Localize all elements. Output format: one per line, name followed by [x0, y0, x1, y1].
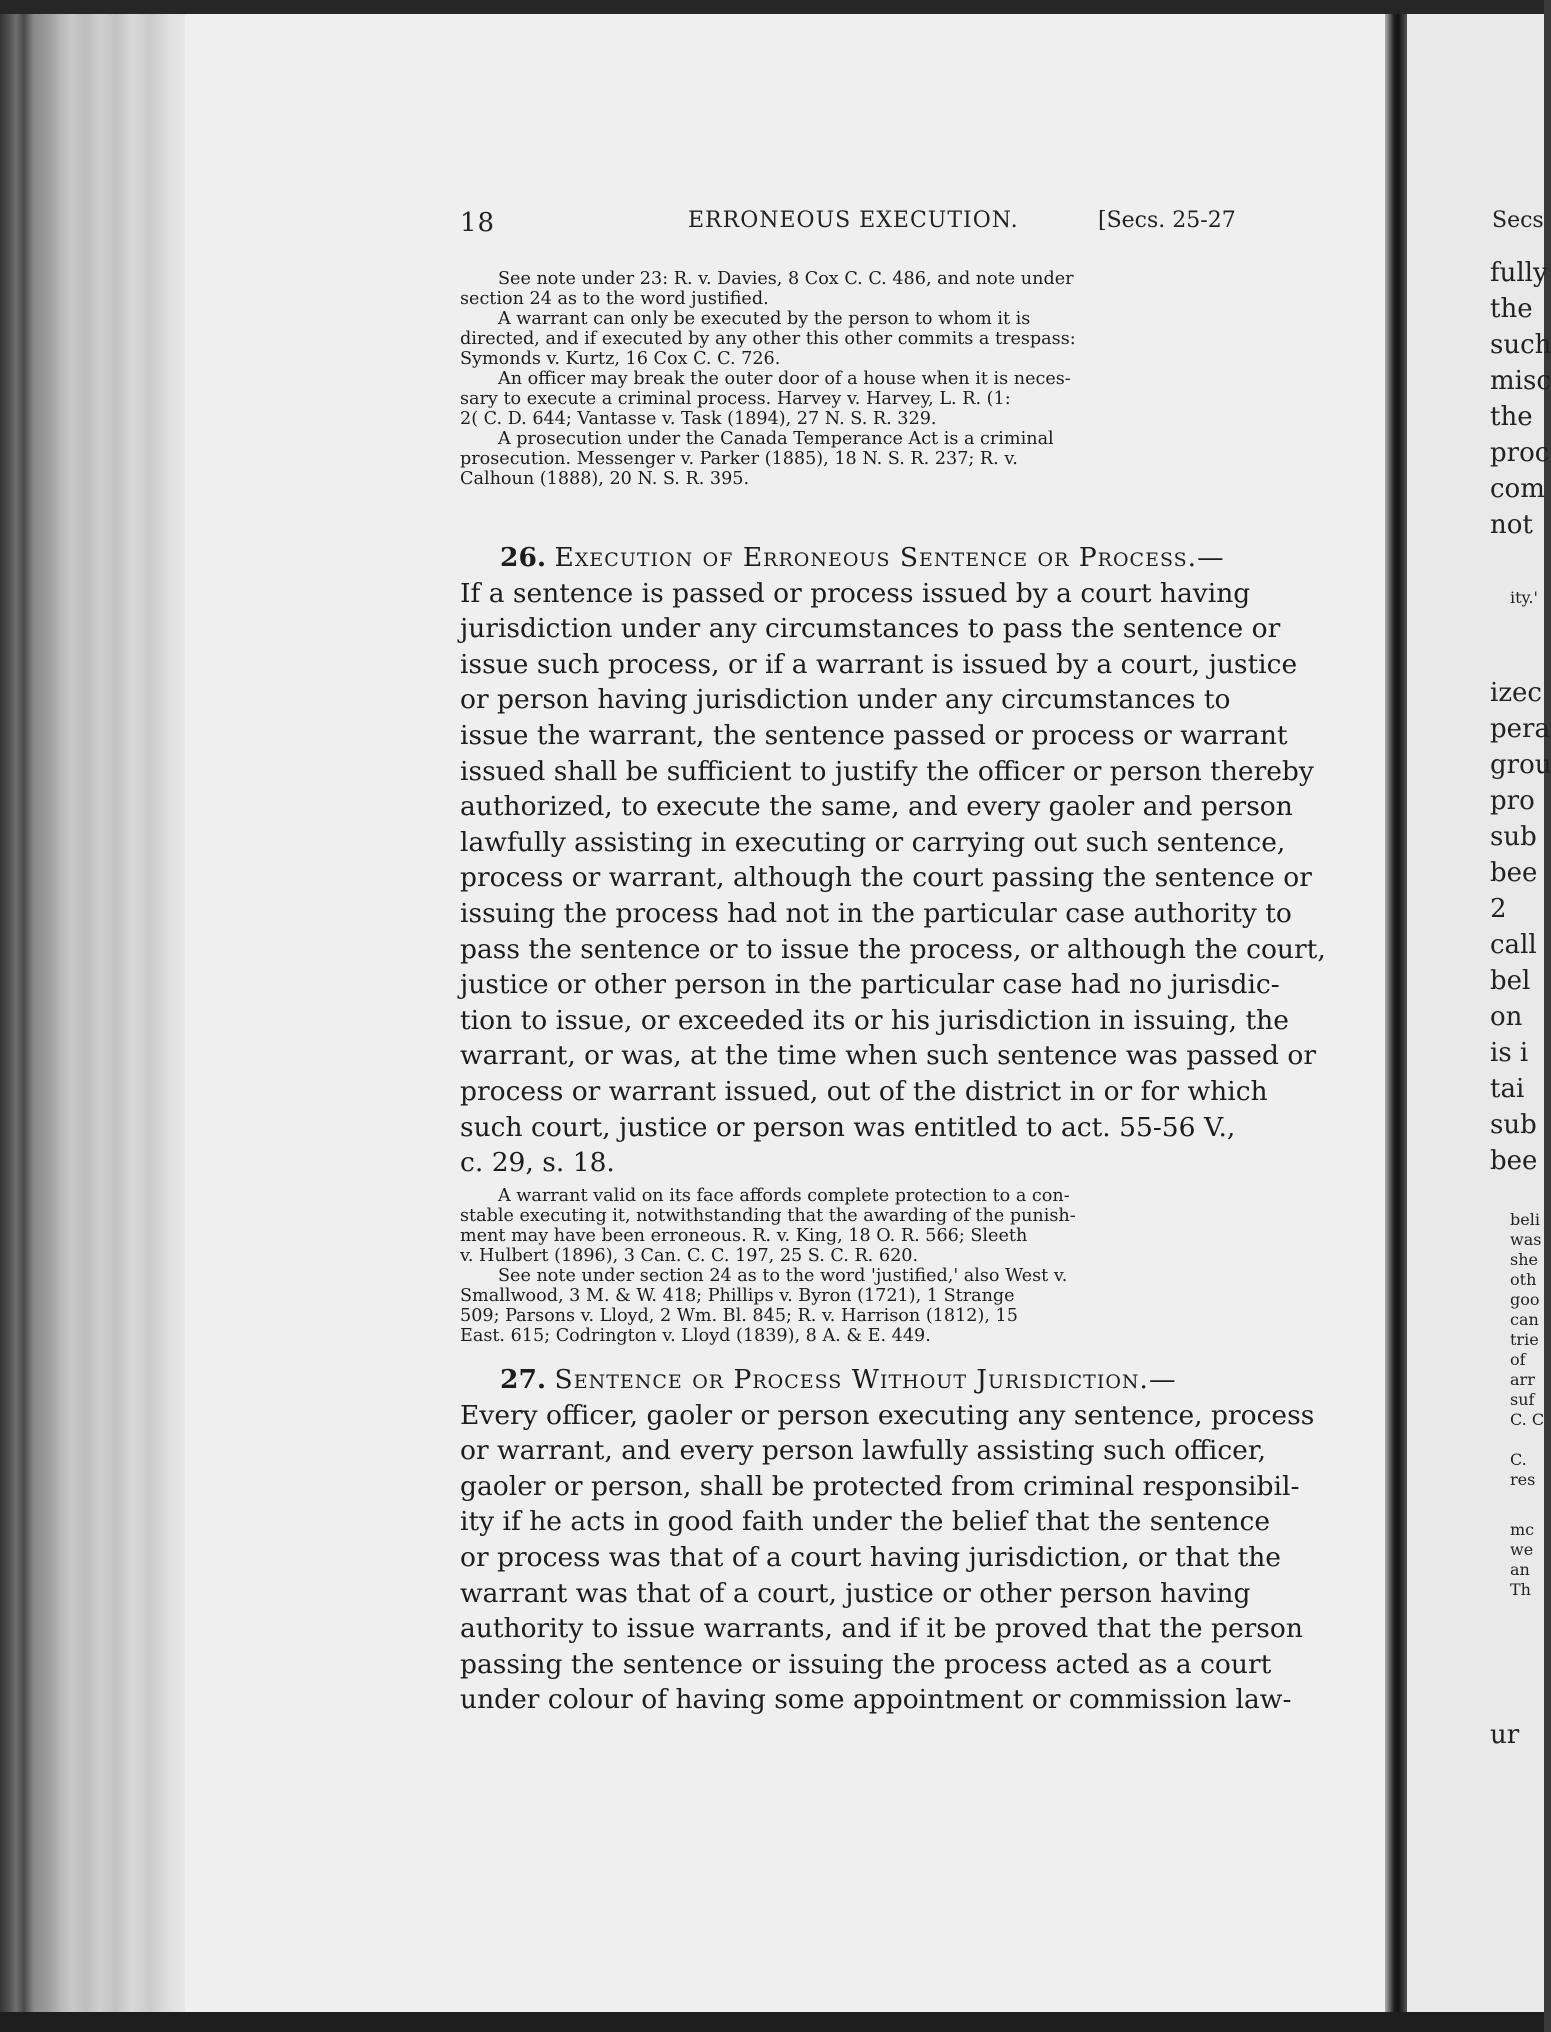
note-line: section 24 as to the word justified. — [460, 289, 769, 309]
note-line: 2( C. D. 644; Vantasse v. Task (1894), 27 N. S. R. 329. — [460, 409, 937, 429]
right-page-fragment: grou — [1490, 750, 1551, 780]
right-page-fragment: res — [1510, 1470, 1536, 1489]
note-line: A prosecution under the Canada Temperance Act is a criminal — [498, 429, 1054, 449]
right-page-fragment: C. — [1510, 1450, 1527, 1469]
section-26-line: or person having jurisdiction under any circumstances to — [460, 684, 1231, 716]
section-27-heading: Sentence or Process Without Jurisdiction.— — [554, 1364, 1177, 1395]
section-26-line: c. 29, s. 18. — [460, 1147, 615, 1179]
note-line: prosecution. Messenger v. Parker (1885), 18 N. S. R. 237; R. v. — [460, 449, 1018, 469]
right-page-fragment: can — [1510, 1310, 1539, 1329]
right-page-fragment: pro — [1490, 786, 1535, 816]
right-page-fragment: pera — [1490, 714, 1550, 744]
section-26-heading: Execution of Erroneous Sentence or Process.— — [554, 542, 1225, 573]
right-page-fragment: such — [1490, 330, 1551, 360]
right-page-fragment: beli — [1510, 1210, 1540, 1229]
right-page-fragment: not — [1490, 510, 1533, 540]
section-27 — [460, 1362, 1315, 1718]
right-page-fragment: tai — [1490, 1074, 1525, 1104]
note-line: Calhoun (1888), 20 N. S. R. 395. — [460, 469, 750, 489]
note-line: An officer may break the outer door of a house when it is neces- — [498, 369, 1071, 389]
section-27-body — [460, 1398, 1315, 1718]
section-27-heading-line — [460, 1362, 1258, 1398]
note-line: ment may have been erroneous. R. v. King, 18 O. R. 566; Sleeth — [460, 1226, 1028, 1246]
section-26-line: issued shall be sufficient to justify the officer or person thereby — [460, 755, 1314, 787]
right-page-fragment: call — [1490, 930, 1537, 960]
right-page-fragment: goo — [1510, 1290, 1540, 1309]
note-line: 509; Parsons v. Lloyd, 2 Wm. Bl. 845; R. v. Harrison (1812), 15 — [460, 1306, 1018, 1326]
note-line: A warrant can only be executed by the person to whom it is — [498, 309, 1031, 329]
right-page-fragment: C. C — [1510, 1410, 1545, 1429]
page-edge-stack — [0, 14, 185, 2012]
section-26-line: jurisdiction under any circumstances to pass the sentence or — [460, 613, 1281, 645]
section-26 — [460, 540, 1326, 1181]
note-line: A warrant valid on its face affords complete protection to a con- — [498, 1186, 1070, 1206]
right-page-fragment: an — [1510, 1560, 1530, 1579]
section-27-line: ity if he acts in good faith under the belief that the sentence — [460, 1506, 1271, 1538]
note-line: Symonds v. Kurtz, 16 Cox C. C. 726. — [460, 349, 781, 369]
section-26-line: such court, justice or person was entitled to act. 55-56 V., — [460, 1111, 1236, 1143]
note-section-25 — [460, 269, 1258, 489]
note-line: directed, and if executed by any other this other commits a trespass: — [460, 329, 1076, 349]
note-line: stable executing it, notwithstanding that the awarding of the punish- — [460, 1206, 1076, 1226]
note-line: sary to execute a criminal process. Harvey v. Harvey, L. R. (1: — [460, 389, 1011, 409]
right-page-fragment: we — [1510, 1540, 1534, 1559]
section-26-line: process or warrant, although the court passing the sentence or — [460, 862, 1312, 894]
section-27-line: under colour of having some appointment or commission law- — [460, 1684, 1292, 1716]
book-gutter — [1385, 14, 1407, 2012]
section-27-line: warrant was that of a court, justice or other person having — [460, 1577, 1251, 1609]
right-page-fragment: ur — [1490, 1720, 1520, 1750]
section-26-line: issuing the process had not in the particular case authority to — [460, 897, 1292, 929]
section-27-line: or process was that of a court having jurisdiction, or that the — [460, 1541, 1281, 1573]
section-26-line: tion to issue, or exceeded its or his jurisdiction in issuing, the — [460, 1004, 1289, 1036]
section-26-number: 26. — [500, 542, 547, 573]
right-page-fragment: the — [1490, 402, 1533, 432]
note-line: East. 615; Codrington v. Lloyd (1839), 8 A. & E. 449. — [460, 1326, 931, 1346]
right-page-fragment: the — [1490, 294, 1533, 324]
section-27-line: gaoler or person, shall be protected from criminal responsibil- — [460, 1470, 1300, 1502]
right-page-fragment: of — [1510, 1350, 1526, 1369]
right-page-fragment: she — [1510, 1250, 1538, 1269]
note-line: v. Hulbert (1896), 3 Can. C. C. 197, 25 S. C. R. 620. — [460, 1246, 919, 1266]
right-page-fragment: is i — [1490, 1038, 1529, 1068]
right-page-fragment: arr — [1510, 1370, 1535, 1389]
right-page-fragment: bee — [1490, 1146, 1538, 1176]
right-page-fragment: misc — [1490, 366, 1551, 396]
section-26-line: issue such process, or if a warrant is issued by a court, justice — [460, 648, 1298, 680]
right-page-fragment: Th — [1510, 1580, 1531, 1599]
right-page-fragment: bel — [1490, 966, 1531, 996]
section-27-line: Every officer, gaoler or person executing any sentence, process — [460, 1399, 1315, 1431]
running-title: ERRONEOUS EXECUTION. — [688, 208, 1019, 233]
section-27-line: or warrant, and every person lawfully assisting such officer, — [460, 1435, 1267, 1467]
note-section-26 — [460, 1186, 1258, 1346]
section-26-body — [460, 576, 1326, 1181]
right-page-fragment: bee — [1490, 858, 1538, 888]
section-27-line: authority to issue warrants, and if it be proved that the person — [460, 1613, 1303, 1645]
section-26-line: lawfully assisting in executing or carrying out such sentence, — [460, 826, 1286, 858]
right-page-fragment: 2 — [1490, 894, 1507, 924]
right-page-fragment: was — [1510, 1230, 1542, 1249]
section-26-heading-line — [460, 540, 1258, 576]
note-line: See note under 23: R. v. Davies, 8 Cox C. C. 486, and note under — [498, 269, 1074, 289]
note-line: See note under section 24 as to the word 'justified,' also West v. — [498, 1266, 1068, 1286]
right-page-fragment: trie — [1510, 1330, 1539, 1349]
note-line: Smallwood, 3 M. & W. 418; Phillips v. Byron (1721), 1 Strange — [460, 1286, 1015, 1306]
section-26-line: If a sentence is passed or process issued by a court having — [460, 577, 1251, 609]
right-page-fragment: proc — [1490, 438, 1550, 468]
section-26-line: process or warrant issued, out of the district in or for which — [460, 1075, 1268, 1107]
section-range: [Secs. 25-27 — [1098, 208, 1236, 233]
scan-top-border — [0, 0, 1544, 14]
section-26-line: warrant, or was, at the time when such sentence was passed or — [460, 1040, 1316, 1072]
right-page-fragment: oth — [1510, 1270, 1537, 1289]
right-page-fragment: suf — [1510, 1390, 1535, 1409]
section-26-line: justice or other person in the particular case had no jurisdic- — [460, 969, 1280, 1001]
section-26-line: pass the sentence or to issue the process, or although the court, — [460, 933, 1326, 965]
right-page-fragment: ity.' — [1510, 588, 1538, 607]
page-number: 18 — [460, 208, 496, 238]
section-26-line: authorized, to execute the same, and every gaoler and person — [460, 791, 1293, 823]
scan-bottom-border — [0, 2012, 1544, 2032]
right-page-fragment: sub — [1490, 822, 1537, 852]
right-page-fragment: izec — [1490, 678, 1542, 708]
section-27-line: passing the sentence or issuing the process acted as a court — [460, 1648, 1272, 1680]
right-page-fragment: mc — [1510, 1520, 1535, 1539]
right-page-fragment: com — [1490, 474, 1545, 504]
right-page-fragment: fully — [1490, 258, 1548, 288]
right-page-fragment: on — [1490, 1002, 1523, 1032]
right-page-fragment: sub — [1490, 1110, 1537, 1140]
right-page-head: Secs — [1492, 208, 1544, 233]
section-26-line: issue the warrant, the sentence passed or process or warrant — [460, 719, 1288, 751]
section-27-number: 27. — [500, 1364, 547, 1395]
